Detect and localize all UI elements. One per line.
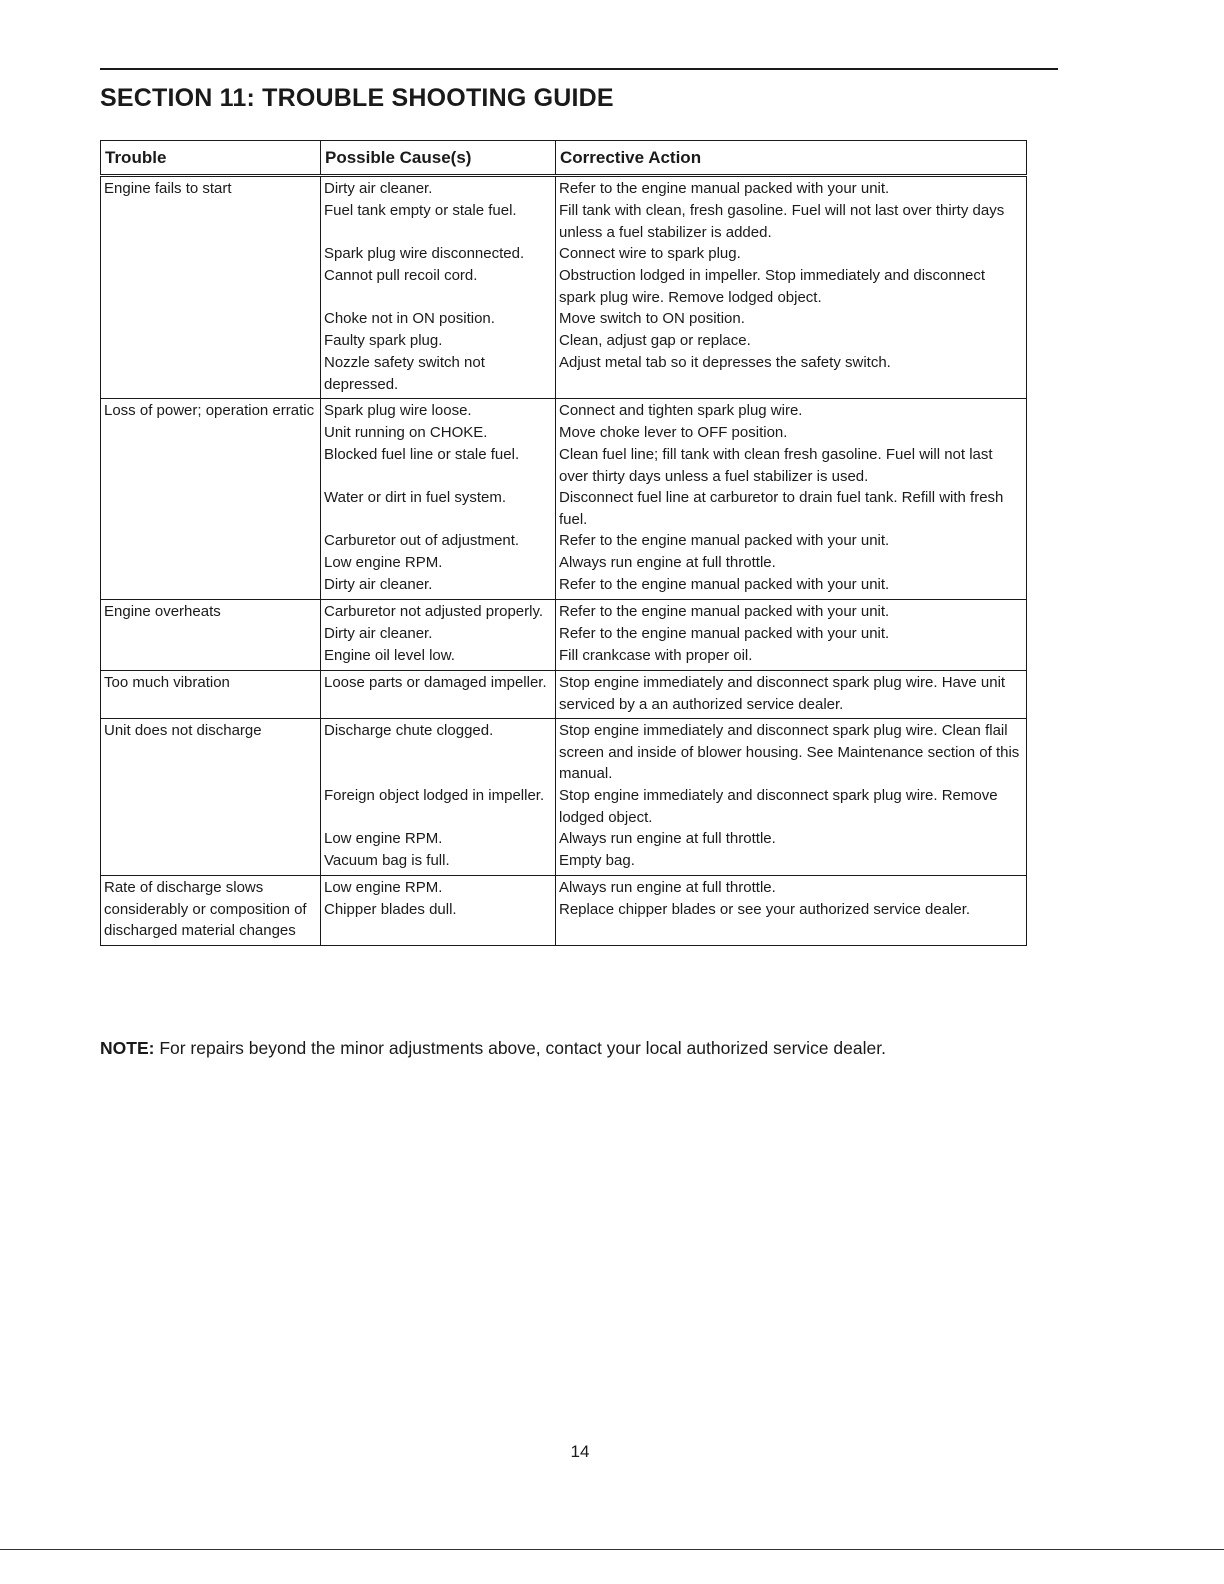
header-possible-causes: Possible Cause(s) — [321, 141, 556, 176]
action-cell — [556, 399, 1027, 600]
cause-item: Dirty air cleaner. — [324, 576, 433, 593]
cause-cell — [321, 719, 556, 876]
table-row — [101, 176, 1027, 399]
cause-item: Spark plug wire disconnected. — [324, 245, 525, 262]
page-title: SECTION 11: TROUBLE SHOOTING GUIDE — [100, 84, 614, 112]
action-item: Refer to the engine manual packed with your unit. — [559, 576, 890, 593]
action-item: Stop engine immediately and disconnect spark plug wire. Remove lodged object. — [559, 787, 998, 826]
action-item: Fill crankcase with proper oil. — [559, 647, 753, 664]
action-item: Always run engine at full throttle. — [559, 879, 776, 896]
cause-item: Fuel tank empty or stale fuel. — [324, 202, 517, 219]
cause-item: Choke not in ON position. — [324, 310, 495, 327]
action-item: Clean, adjust gap or replace. — [559, 332, 751, 349]
action-item: Fill tank with clean, fresh gasoline. Fuel will not last over thirty days unless a fuel stabilizer is added. — [559, 202, 1005, 241]
trouble-text: Too much vibration — [104, 674, 230, 691]
action-item: Replace chipper blades or see your authorized service dealer. — [559, 901, 971, 918]
trouble-text: Engine overheats — [104, 603, 221, 620]
table-row — [101, 600, 1027, 671]
action-item: Refer to the engine manual packed with your unit. — [559, 180, 890, 197]
trouble-text: Rate of discharge slows considerably or composition of discharged material changes — [104, 879, 307, 939]
cause-item: Low engine RPM. — [324, 879, 443, 896]
action-item: Move choke lever to OFF position. — [559, 424, 788, 441]
note — [100, 1038, 886, 1059]
action-item: Connect and tighten spark plug wire. — [559, 402, 803, 419]
cause-item: Chipper blades dull. — [324, 901, 457, 918]
action-item: Adjust metal tab so it depresses the safety switch. — [559, 354, 891, 371]
cause-item: Vacuum bag is full. — [324, 852, 450, 869]
table-body — [101, 176, 1027, 946]
table-row — [101, 399, 1027, 600]
cause-item: Low engine RPM. — [324, 554, 443, 571]
action-item: Move switch to ON position. — [559, 310, 745, 327]
trouble-cell — [101, 600, 321, 671]
header-trouble: Trouble — [101, 141, 321, 176]
cause-item: Carburetor not adjusted properly. — [324, 603, 544, 620]
page-number: 14 — [570, 1442, 590, 1461]
action-item: Always run engine at full throttle. — [559, 830, 776, 847]
trouble-text: Unit does not discharge — [104, 722, 262, 739]
action-cell — [556, 876, 1027, 946]
note-label: NOTE: — [100, 1038, 155, 1058]
cause-item: Unit running on CHOKE. — [324, 424, 488, 441]
action-cell — [556, 600, 1027, 671]
action-item: Refer to the engine manual packed with your unit. — [559, 603, 890, 620]
trouble-cell — [101, 876, 321, 946]
table-row — [101, 719, 1027, 876]
action-item: Connect wire to spark plug. — [559, 245, 741, 262]
troubleshooting-table — [100, 140, 1027, 946]
top-rule — [100, 68, 1058, 70]
cause-cell — [321, 399, 556, 600]
cause-item: Dirty air cleaner. — [324, 625, 433, 642]
action-item: Stop engine immediately and disconnect spark plug wire. Have unit serviced by a an authorized service dealer. — [559, 674, 1006, 713]
bottom-rule — [0, 1549, 1224, 1550]
cause-item: Blocked fuel line or stale fuel. — [324, 446, 520, 463]
cause-item: Cannot pull recoil cord. — [324, 267, 478, 284]
header-corrective-action: Corrective Action — [556, 141, 1027, 176]
table-header-row — [101, 141, 1027, 176]
cause-item: Dirty air cleaner. — [324, 180, 433, 197]
trouble-cell — [101, 671, 321, 719]
action-item: Refer to the engine manual packed with your unit. — [559, 532, 890, 549]
cause-cell — [321, 671, 556, 719]
cause-cell — [321, 176, 556, 399]
trouble-text: Loss of power; operation erratic — [104, 402, 315, 419]
action-item: Stop engine immediately and disconnect spark plug wire. Clean flail screen and inside of blower housing. See Maintenance section of this manual. — [559, 722, 1020, 782]
cause-item: Faulty spark plug. — [324, 332, 443, 349]
note-text: For repairs beyond the minor adjustments above, contact your local authorized service dealer. — [154, 1038, 886, 1058]
trouble-text: Engine fails to start — [104, 180, 232, 197]
action-item: Always run engine at full throttle. — [559, 554, 776, 571]
cause-item: Spark plug wire loose. — [324, 402, 472, 419]
cause-item: Nozzle safety switch not depressed. — [324, 354, 485, 393]
cause-item: Low engine RPM. — [324, 830, 443, 847]
trouble-cell — [101, 719, 321, 876]
cause-item: Foreign object lodged in impeller. — [324, 787, 545, 804]
action-cell — [556, 719, 1027, 876]
action-item: Obstruction lodged in impeller. Stop immediately and disconnect spark plug wire. Remove lodged object. — [559, 267, 986, 306]
action-cell — [556, 671, 1027, 719]
cause-item: Loose parts or damaged impeller. — [324, 674, 547, 691]
cause-item: Carburetor out of adjustment. — [324, 532, 520, 549]
action-item: Clean fuel line; fill tank with clean fresh gasoline. Fuel will not last over thirty days unless a fuel stabilizer is used. — [559, 446, 993, 485]
action-item: Refer to the engine manual packed with your unit. — [559, 625, 890, 642]
action-item: Disconnect fuel line at carburetor to drain fuel tank. Refill with fresh fuel. — [559, 489, 1004, 528]
cause-cell — [321, 600, 556, 671]
cause-item: Engine oil level low. — [324, 647, 455, 664]
trouble-cell — [101, 399, 321, 600]
cause-item: Discharge chute clogged. — [324, 722, 494, 739]
cause-cell — [321, 876, 556, 946]
trouble-cell — [101, 176, 321, 399]
cause-item: Water or dirt in fuel system. — [324, 489, 506, 506]
action-item: Empty bag. — [559, 852, 635, 869]
action-cell — [556, 176, 1027, 399]
table-row — [101, 876, 1027, 946]
table-row — [101, 671, 1027, 719]
